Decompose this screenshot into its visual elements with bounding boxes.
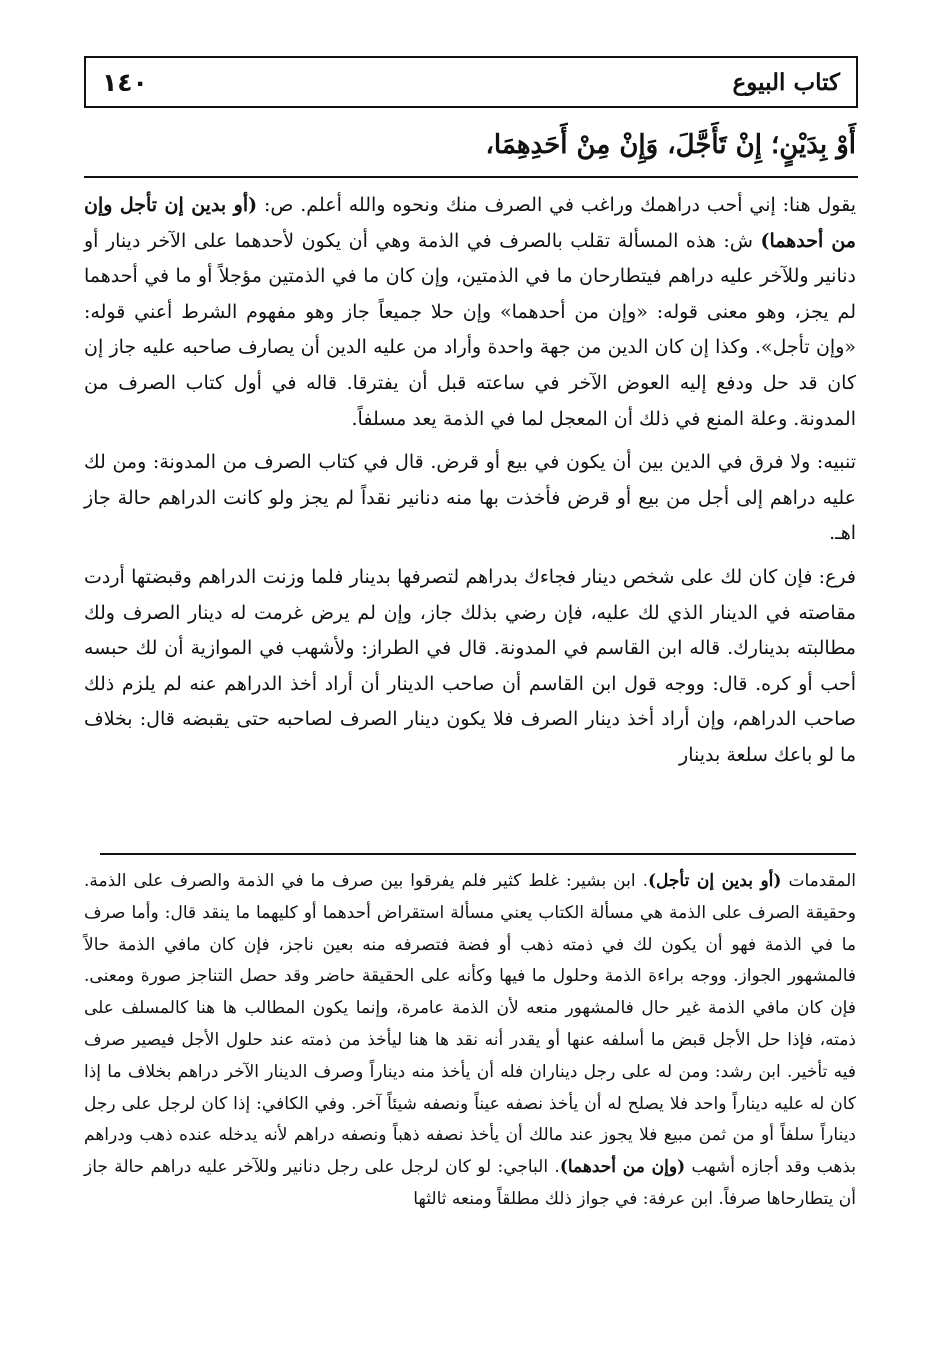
paragraph-3: فرع: فإن كان لك على شخص دينار فجاءك بدراهم لتصرفها بدينار فلما وزنت الدراهم وقبضتها أردت مقاصته في الدينار الذي لك عليه، فإن رضي بذلك جاز، وإن لم يرض غرمت له دينار الصرف ولك مطالبته بدينارك. قاله ابن القاسم في المدونة. قال في الطراز: ولأشهب في الموازية أن لك حبسه أحب أو كره. قال: ووجه قول ابن القاسم أن صاحب الدينار أن أراد أخذ الدراهم عنه لم يلزم ذلك صاحب الدراهم، وإن أراد أخذ دينار الصرف فلا يكون دينار الصرف لصاحبه حتى يقبضه قال: بخلاف ما لو باعك سلعة بدينار: [84, 565, 856, 766]
separator-top: [84, 176, 858, 178]
notes-paragraph: المقدمات (أو بدين إن تأجل). ابن بشير: غلط كثير فلم يفرقوا بين صرف ما في الذمة والصرف على الذمة. وحقيقة الصرف على الذمة هي مسألة الكتاب يعني مسألة استقراض أحدهما أو كليهما ما ينقد قال: وأما صرف ما في الذمة فهو أن يكون لك في ذمته ذهب أو فضة فتصرفه منه بعين ناجز، فإن كان مافي الذمة حالاً فالمشهور الجواز. ووجه براءة الذمة وحلول ما فيها وكأنه على الحقيقة حاضر وقد حصل التناجز صورة ومعنى. فإن كان مافي الذمة غير حال فالمشهور منعه لأن الذمة عامرة، وإنما يكون المطالب ها هنا كالمسلف على ذمته، فإذا حل الأجل قبض ما أسلفه عنها أو يقدر أنه نقد ها هنا ليأخذ من ذمته عند حلول الأجل فيصير صرف فيه تأخير. ابن رشد: ومن له على رجل ديناران فله أن يأخذ منه ديناراً وصرف الدينار الآخر دراهم بخلاف ما إذا كان له عليه ديناراً واحد فلا يصلح له أن يأخذ نصفه عيناً ونصفه شيئاً آخر. وفي الكافي: إذا كان لرجل على رجل ديناراً سلفاً أو من ثمن مبيع فلا يجوز عند مالك أن يأخذ نصفه ذهباً ونصفه دراهم لأنه يدخله عنده ذهب ودراهم بذهب وقد أجازه أشهب (وإن من أحدهما). الباجي: لو كان لرجل على رجل دنانير وللآخر عليه دراهم حالة جاز أن يتطارحاها صرفاً. ابن عرفة: في جواز ذلك مطلقاً ومنعه ثالثها: [84, 871, 857, 1209]
matn-verse: أَوْ بِدَيْنٍ؛ إِنْ تَأَجَّلَ، وَإِنْ مِنْ أَحَدِهِمَا،: [485, 130, 856, 160]
separator-notes: [100, 853, 856, 855]
marginal-notes: [84, 866, 856, 1216]
page-number: ١٤٠: [102, 67, 148, 97]
running-header: [84, 56, 858, 108]
quoted-matn-note-2: (وإن من أحدهما): [559, 1157, 686, 1178]
quoted-matn-note-1: (أو بدين إن تأجل): [648, 871, 782, 891]
quoted-matn: (أو بدين إن تأجل وإن من أحدهما): [84, 194, 856, 252]
header-title: كتاب البيوع: [732, 68, 840, 96]
paragraph-1: يقول هنا: إني أحب دراهمك وراغب في الصرف منك ونحوه والله أعلم. ص: (أو بدين إن تأجل وإن من أحدهما) ش: هذه المسألة تقلب بالصرف في الذمة وهي أن يكون لأحدهما على الآخر دينار أو دنانير وللآخر عليه دراهم فيتطارحان ما في الذمتين، وإن كان ما في الذمتين مؤجلاً أو ما في أحدهما لم يجز، وهو معنى قوله: «وإن من أحدهما» وإن حلا جميعاً جاز وهو مفهوم الشرط أعني قوله: «وإن تأجل». وكذا إن كان الدين من جهة واحدة وأراد من عليه الدين أن يصارف صاحبه عليه جاز إن كان قد حل ودفع إليه العوض الآخر في ساعته قبل أن يفترقا. قاله في أول كتاب الصرف من المدونة. وعلة المنع في ذلك أن المعجل لما في الذمة يعد مسلفاً.: [84, 194, 856, 430]
main-commentary: [84, 188, 856, 782]
paragraph-2: تنبيه: ولا فرق في الدين بين أن يكون في بيع أو قرض. قال في كتاب الصرف من المدونة: ومن لك عليه دراهم إلى أجل من بيع أو قرض فأخذت بها منه دنانير نقداً لم يجز ولو كانت الدراهم حالة جاز اهـ.: [84, 451, 856, 545]
